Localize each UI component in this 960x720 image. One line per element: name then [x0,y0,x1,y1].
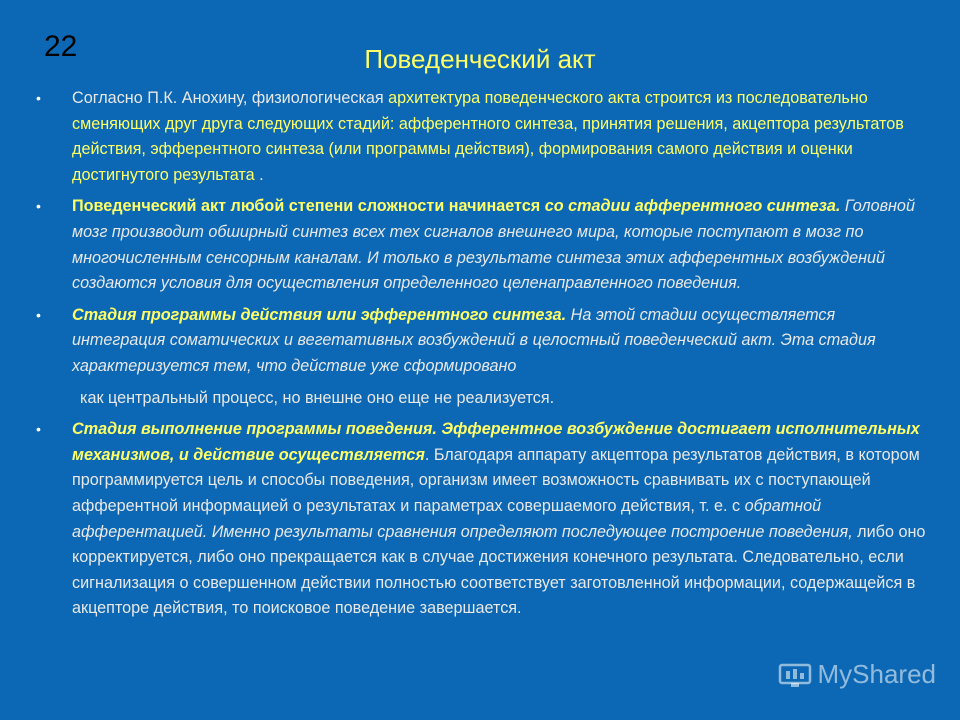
bullet-text: Согласно П.К. Анохину, физиологическая [72,89,389,107]
watermark-text: MyShared [817,659,936,689]
bullet-item [36,417,926,622]
watermark [778,658,937,690]
bullet-icon: • [36,198,41,215]
bullet-text: . Благодаря аппарату акцептора результатов действия, в котором программируется цель и способы поведения, организм имеет возможность сравнивать их с поступающей афферентной информацией о результатах и параметрах совершаемого действия, т. е. с [72,445,920,515]
bullet-text: Поведенческий акт любой степени сложности начинается [72,197,545,216]
bullet-text: Головной мозг производит обширный синтез всех тех сигналов внешнего мира, которые поступают в мозг по многочисленным сенсорным каналам. И только в результате синтеза этих афферентных возбуждений создаются условия для осуществления определенного целенаправленного поведения. [72,197,915,293]
bullet-icon: • [36,306,41,323]
bullet-continuation: как центральный процесс, но внешне оно еще не реализуется. [80,388,555,407]
bullet-text: следующих стадий: афферентного синтеза, принятия решения, акцептора результатов действия, эфферентного синтеза (или программы действия), формирования самого действия и оценки достигнутого результата [72,114,904,184]
bullet-icon: • [36,421,41,438]
bullet-item [36,86,926,188]
slide-number: 22 [44,30,78,63]
bullet-item [36,194,926,296]
bullet-list [36,86,926,622]
slide-title: Поведенческий акт [364,44,596,74]
bullet-text: обратной афферентацией. [72,496,822,541]
bullet-text: Стадия выполнение программы поведения. Эфферентное возбуждение достигает исполнительных механизмов, и действие осуществляется [72,420,920,464]
bullet-text: . [254,165,264,184]
bullet-icon: • [36,90,41,106]
bullet-text: Стадия программы действия или эфферентного синтеза. [72,305,567,324]
bullet-text: На этой стадии осуществляется интеграция соматических и вегетативных возбуждений в целостный поведенческий акт. Эта стадия характеризуется тем, что действие уже сформировано [72,305,876,375]
bullet-text: либо оно корректируется, либо оно прекращается как в случае достижения конечного результата. Следовательно, если сигнализация о совершенном действии полностью соответствует заготовленной информации, содержащейся в акцепторе действия, то поисковое поведение завершается. [72,522,926,618]
myshared-logo-icon [778,659,812,689]
bullet-item [36,303,926,411]
bullet-text: архитектура поведенческого акта строится из последовательно сменяющих друг друга [72,89,868,133]
bullet-text: Именно результаты сравнения определяют последующее построение поведения, [207,522,853,541]
bullet-text: со стадии афферентного синтеза. [544,197,841,216]
